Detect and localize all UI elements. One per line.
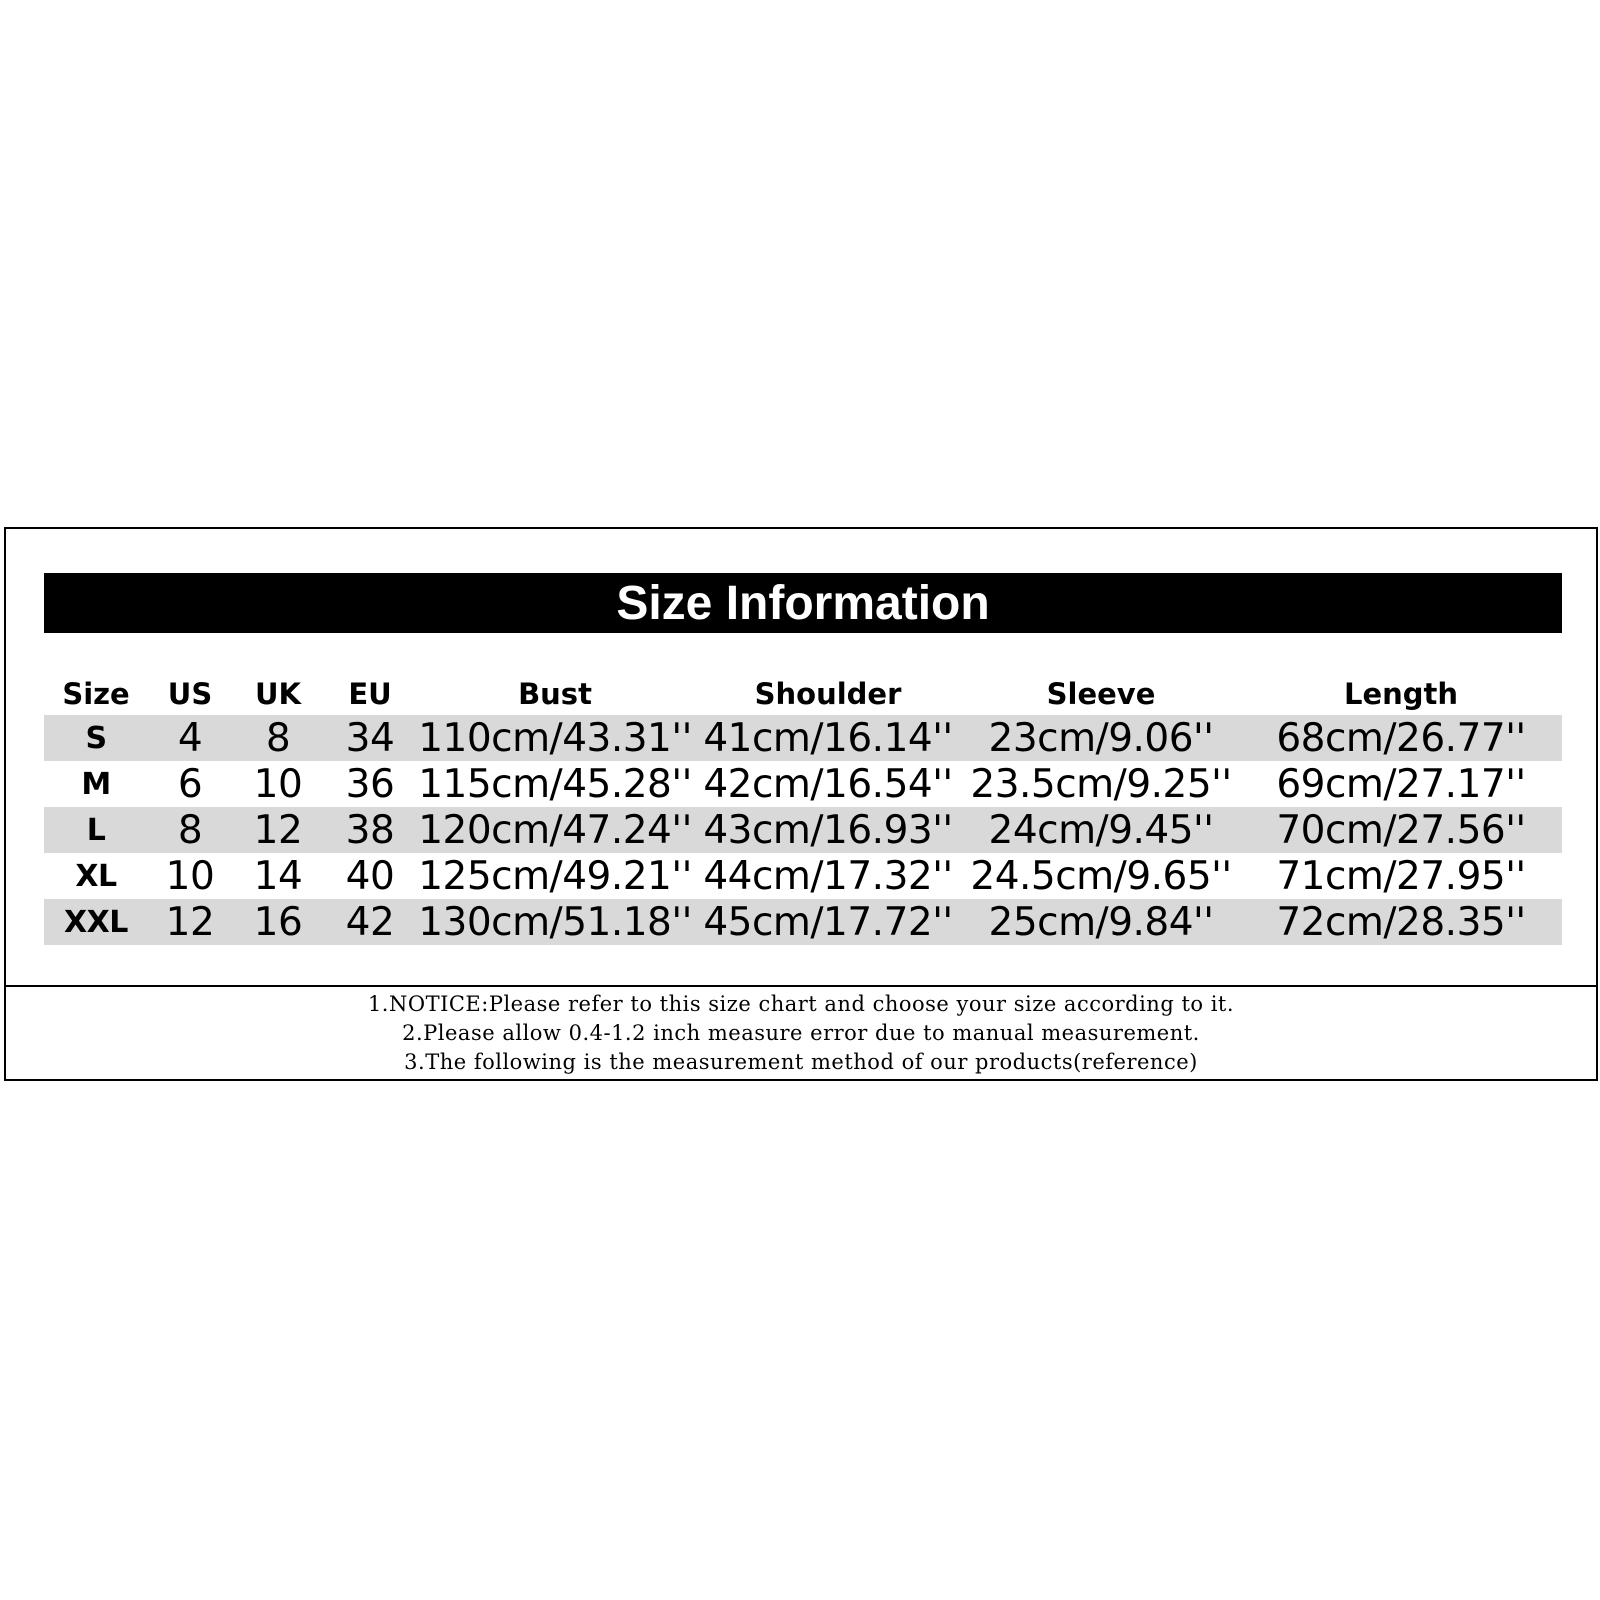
- note-line: 3.The following is the measurement method of our products(reference): [404, 1050, 1198, 1074]
- shoulder-cell: 42cm/16.54'': [703, 761, 953, 807]
- us-cell: 8: [148, 807, 232, 853]
- shoulder-cell: 45cm/17.72'': [694, 899, 962, 945]
- header-length: Length: [1343, 677, 1459, 711]
- header-size: Size: [62, 677, 130, 711]
- size-cell: M: [81, 766, 111, 802]
- sleeve-cell: 24cm/9.45'': [962, 807, 1240, 853]
- size-cell: S: [44, 715, 148, 761]
- bust-cell: 115cm/45.28'': [418, 761, 692, 807]
- sleeve-cell: 23cm/9.06'': [962, 715, 1240, 761]
- uk-cell: 8: [232, 715, 324, 761]
- length-cell: 70cm/27.56'': [1240, 807, 1562, 853]
- length-cell: 71cm/27.95'': [1276, 853, 1526, 899]
- uk-cell: 12: [232, 807, 324, 853]
- note-line: 2.Please allow 0.4-1.2 inch measure error due to manual measurement.: [402, 1021, 1200, 1045]
- header-us: US: [167, 677, 213, 711]
- size-cell: XXL: [44, 899, 148, 945]
- bust-cell: 125cm/49.21'': [418, 853, 692, 899]
- table-row: [44, 853, 1562, 899]
- header-eu: EU: [348, 677, 392, 711]
- table-row: [44, 899, 1562, 945]
- uk-cell: 10: [253, 761, 303, 807]
- notes-section: [4, 990, 1598, 1077]
- eu-cell: 40: [345, 853, 395, 899]
- sleeve-cell: 25cm/9.84'': [962, 899, 1240, 945]
- length-cell: 69cm/27.17'': [1276, 761, 1526, 807]
- shoulder-cell: 44cm/17.32'': [703, 853, 953, 899]
- header-bust: Bust: [518, 677, 592, 711]
- us-cell: 4: [148, 715, 232, 761]
- sleeve-cell: 23.5cm/9.25'': [970, 761, 1232, 807]
- sleeve-cell: 24.5cm/9.65'': [970, 853, 1232, 899]
- us-cell: 12: [148, 899, 232, 945]
- table-header-row: [44, 665, 1562, 715]
- bust-cell: 120cm/47.24'': [416, 807, 694, 853]
- length-cell: 68cm/26.77'': [1240, 715, 1562, 761]
- us-cell: 10: [165, 853, 215, 899]
- length-cell: 72cm/28.35'': [1240, 899, 1562, 945]
- size-information-banner: Size Information: [44, 573, 1562, 633]
- size-cell: L: [44, 807, 148, 853]
- table-row: [44, 715, 1562, 761]
- table-row: [44, 807, 1562, 853]
- eu-cell: 38: [324, 807, 416, 853]
- bust-cell: 130cm/51.18'': [416, 899, 694, 945]
- size-table: [44, 665, 1562, 945]
- size-cell: XL: [75, 858, 117, 894]
- table-row: [44, 761, 1562, 807]
- header-shoulder: Shoulder: [754, 677, 902, 711]
- notes-divider: [4, 985, 1598, 987]
- uk-cell: 14: [253, 853, 303, 899]
- header-uk: UK: [254, 677, 302, 711]
- eu-cell: 42: [324, 899, 416, 945]
- uk-cell: 16: [232, 899, 324, 945]
- shoulder-cell: 41cm/16.14'': [694, 715, 962, 761]
- eu-cell: 36: [345, 761, 395, 807]
- shoulder-cell: 43cm/16.93'': [694, 807, 962, 853]
- bust-cell: 110cm/43.31'': [416, 715, 694, 761]
- us-cell: 6: [177, 761, 203, 807]
- header-sleeve: Sleeve: [1046, 677, 1156, 711]
- eu-cell: 34: [324, 715, 416, 761]
- note-line: 1.NOTICE:Please refer to this size chart and choose your size according to it.: [367, 992, 1235, 1016]
